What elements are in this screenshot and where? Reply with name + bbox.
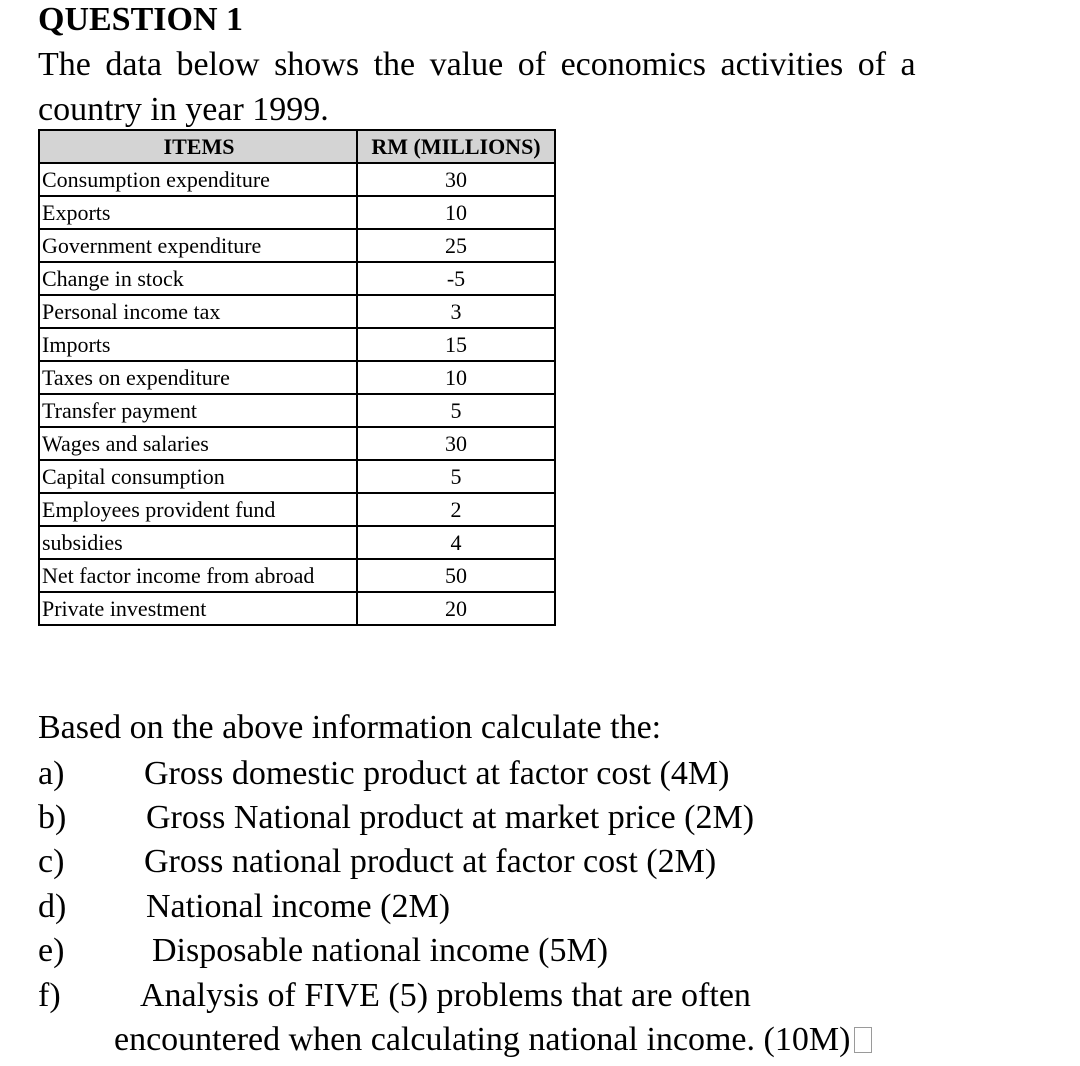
item-cell: Exports: [39, 196, 357, 229]
item-cell: Private investment: [39, 592, 357, 625]
item-cell: Personal income tax: [39, 295, 357, 328]
table-row: [39, 328, 555, 361]
item-cell: Taxes on expenditure: [39, 361, 357, 394]
question-letter-b: b): [38, 799, 67, 836]
question-text-e: Disposable national income (5M): [152, 932, 609, 969]
value-cell: 30: [357, 163, 555, 196]
question-letter-e: e): [38, 932, 65, 969]
value-cell: 15: [357, 328, 555, 361]
item-cell: Consumption expenditure: [39, 163, 357, 196]
value-cell: 10: [357, 196, 555, 229]
table-row: [39, 460, 555, 493]
value-cell: 3: [357, 295, 555, 328]
value-cell: -5: [357, 262, 555, 295]
item-cell: Capital consumption: [39, 460, 357, 493]
table-row: [39, 526, 555, 559]
value-cell: 50: [357, 559, 555, 592]
value-cell: 2: [357, 493, 555, 526]
instruction-prompt: Based on the above information calculate the:: [38, 709, 662, 746]
item-cell: Transfer payment: [39, 394, 357, 427]
table-row: [39, 559, 555, 592]
question-text-c: Gross national product at factor cost (2M): [144, 843, 717, 880]
question-text-f: Analysis of FIVE (5) problems that are often: [140, 977, 751, 1014]
header-items: ITEMS: [39, 130, 357, 163]
question-letter-f: f): [38, 977, 61, 1014]
value-cell: 20: [357, 592, 555, 625]
question-letter-c: c): [38, 843, 65, 880]
value-cell: 10: [357, 361, 555, 394]
item-cell: Imports: [39, 328, 357, 361]
value-cell: 5: [357, 394, 555, 427]
intro-line-1: The data below shows the value of economics activities of a: [38, 46, 916, 83]
question-text-b: Gross National product at market price (2M): [146, 799, 755, 836]
header-value: RM (MILLIONS): [357, 130, 555, 163]
table-header-row: [39, 130, 555, 163]
item-cell: Change in stock: [39, 262, 357, 295]
question-letter-d: d): [38, 888, 67, 925]
value-cell: 30: [357, 427, 555, 460]
table-row: [39, 394, 555, 427]
table-row: [39, 295, 555, 328]
item-cell: Government expenditure: [39, 229, 357, 262]
question-text-d: National income (2M): [146, 888, 451, 925]
economic-data-table: [38, 129, 556, 626]
empty-box-icon: [854, 1027, 872, 1053]
value-cell: 4: [357, 526, 555, 559]
item-cell: Wages and salaries: [39, 427, 357, 460]
item-cell: Net factor income from abroad: [39, 559, 357, 592]
question-text-f-continuation: [114, 1020, 872, 1060]
question-text-a: Gross domestic product at factor cost (4M): [144, 755, 730, 792]
value-cell: 25: [357, 229, 555, 262]
table-row: [39, 427, 555, 460]
table-row: [39, 262, 555, 295]
intro-line-2: country in year 1999.: [38, 91, 329, 128]
item-cell: subsidies: [39, 526, 357, 559]
table-row: [39, 163, 555, 196]
value-cell: 5: [357, 460, 555, 493]
question-letter-a: a): [38, 755, 65, 792]
question-heading: QUESTION 1: [38, 1, 243, 38]
table-row: [39, 229, 555, 262]
table-row: [39, 361, 555, 394]
question-f-continuation-text: encountered when calculating national income. (10M): [114, 1021, 851, 1058]
table-row: [39, 493, 555, 526]
table-row: [39, 592, 555, 625]
item-cell: Employees provident fund: [39, 493, 357, 526]
table-row: [39, 196, 555, 229]
